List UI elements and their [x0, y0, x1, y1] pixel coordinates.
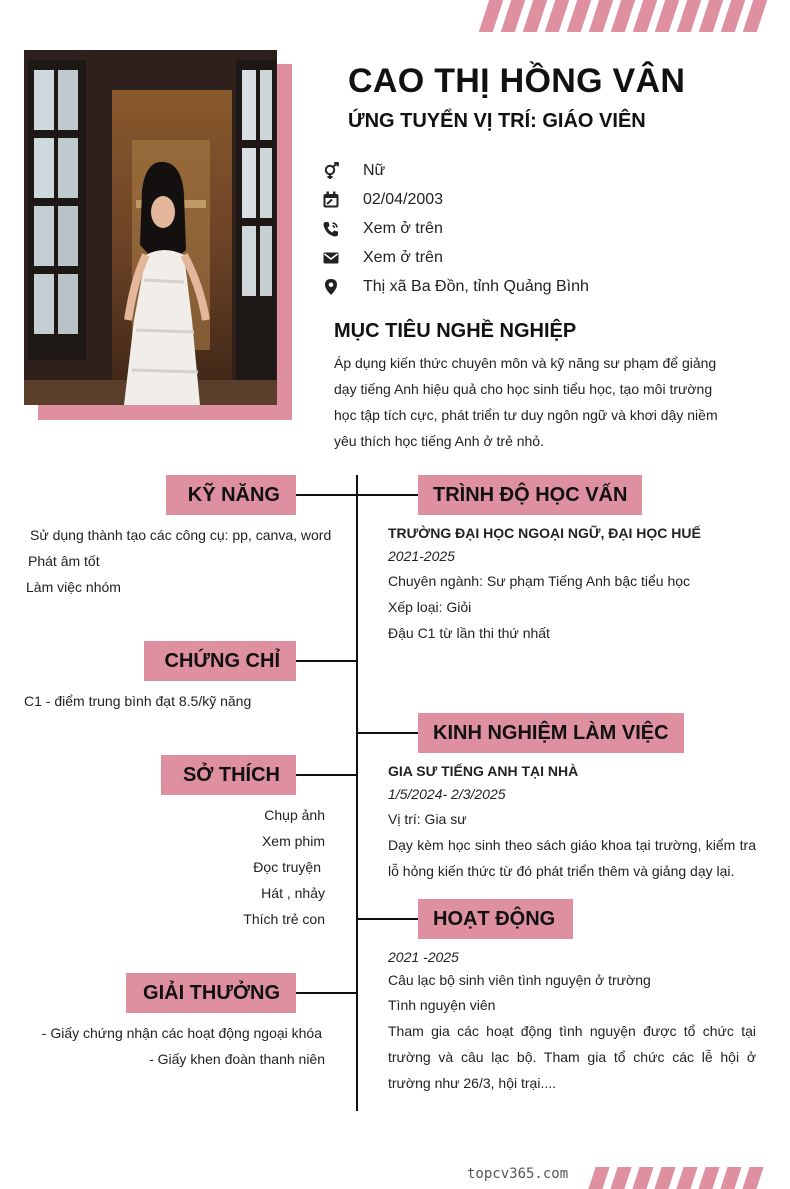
experience-period: 1/5/2024- 2/3/2025	[388, 786, 506, 802]
email-value: Xem ở trên	[363, 249, 443, 266]
certificates-connector	[296, 660, 356, 662]
experience-company: GIA SƯ TIẾNG ANH TẠI NHÀ	[388, 763, 579, 779]
experience-connector	[358, 732, 418, 734]
info-birthday	[322, 189, 443, 211]
candidate-name: CAO THỊ HỒNG VÂN	[348, 62, 686, 100]
gender-value: Nữ	[363, 162, 386, 179]
activities-period: 2021 -2025	[388, 949, 459, 965]
education-connector	[358, 494, 418, 496]
address-value: Thị xã Ba Đồn, tỉnh Quảng Bình	[363, 278, 589, 295]
calendar-icon	[322, 191, 340, 209]
info-gender	[322, 160, 385, 182]
education-school: TRƯỜNG ĐẠI HỌC NGOẠI NGỮ, ĐẠI HỌC HUẾ	[388, 525, 701, 541]
info-phone	[322, 218, 443, 240]
education-line: Chuyên ngành: Sư phạm Tiếng Anh bậc tiểu học	[388, 573, 691, 589]
education-heading: TRÌNH ĐỘ HỌC VẤN	[418, 475, 642, 515]
experience-heading: KINH NGHIỆM LÀM VIỆC	[418, 713, 684, 753]
skill-item: Phát âm tốt	[28, 553, 100, 569]
activities-role: Tình nguyện viên	[388, 997, 496, 1013]
activities-heading: HOẠT ĐỘNG	[418, 899, 573, 939]
bottom-stripes	[592, 1167, 760, 1189]
email-icon	[322, 249, 340, 267]
phone-value: Xem ở trên	[363, 220, 443, 237]
certificate-item: C1 - điểm trung bình đạt 8.5/kỹ năng	[24, 693, 252, 709]
footer-site: topcv365.com	[467, 1166, 569, 1182]
experience-role: Vị trí: Gia sư	[388, 811, 467, 827]
skills-heading: KỸ NĂNG	[166, 475, 296, 515]
hobbies-connector	[296, 774, 356, 776]
certificates-heading: CHỨNG CHỈ	[144, 641, 296, 681]
skill-item: Sử dụng thành tạo các công cụ: pp, canva, word	[30, 527, 332, 543]
award-item: - Giấy chứng nhận các hoạt động ngoại khóa	[41, 1025, 322, 1041]
skill-item: Làm việc nhóm	[26, 579, 121, 595]
hobby-item: Thích trẻ con	[243, 911, 325, 927]
timeline-line	[356, 475, 358, 1111]
hobby-item: Xem phim	[261, 833, 325, 849]
gender-icon	[322, 162, 340, 180]
education-line: Xếp loại: Giỏi	[388, 599, 472, 615]
skills-connector	[296, 494, 356, 496]
job-position: ỨNG TUYỂN VỊ TRÍ: GIÁO VIÊN	[348, 110, 646, 132]
award-item: - Giấy khen đoàn thanh niên	[149, 1051, 325, 1067]
objective-title: MỤC TIÊU NGHỀ NGHIỆP	[334, 320, 577, 342]
experience-desc: Dạy kèm học sinh theo sách giáo khoa tại trường, kiểm tra lỗ hỏng kiến thức từ đó phát triển thêm và giảng dạy lại.	[388, 837, 756, 879]
activities-org: Câu lạc bộ sinh viên tình nguyện ở trường	[388, 972, 651, 988]
awards-heading: GIẢI THƯỞNG	[126, 973, 296, 1013]
hobby-item: Chụp ảnh	[264, 807, 325, 823]
info-address	[322, 276, 589, 298]
info-email	[322, 247, 443, 269]
education-line: Đậu C1 từ lần thi thứ nhất	[388, 625, 550, 641]
activities-connector	[358, 918, 418, 920]
phone-icon	[322, 220, 340, 238]
top-stripes	[484, 0, 762, 32]
profile-photo	[24, 50, 277, 405]
location-icon	[322, 278, 340, 296]
hobby-item: Hát , nhảy	[261, 885, 325, 901]
objective-text: Áp dụng kiến thức chuyên môn và kỹ năng sư phạm để giảng dạy tiếng Anh hiệu quả cho học sinh tiểu học, tạo môi trường học tập tích cực, phát triển tư duy ngôn ngữ và khơi dậy niềm yêu thích học tiếng Anh ở trẻ nhỏ.	[334, 355, 718, 449]
activities-desc: Tham gia các hoạt động tình nguyện được tổ chức tại trường và câu lạc bộ. Tham gia tổ chức các lễ hội ở trường như 26/3, hội trại....	[388, 1023, 756, 1091]
hobby-item: Đọc truyện	[253, 859, 321, 875]
birthday-value: 02/04/2003	[363, 191, 444, 208]
education-period: 2021-2025	[388, 548, 455, 564]
awards-connector	[296, 992, 356, 994]
hobbies-heading: SỞ THÍCH	[161, 755, 296, 795]
